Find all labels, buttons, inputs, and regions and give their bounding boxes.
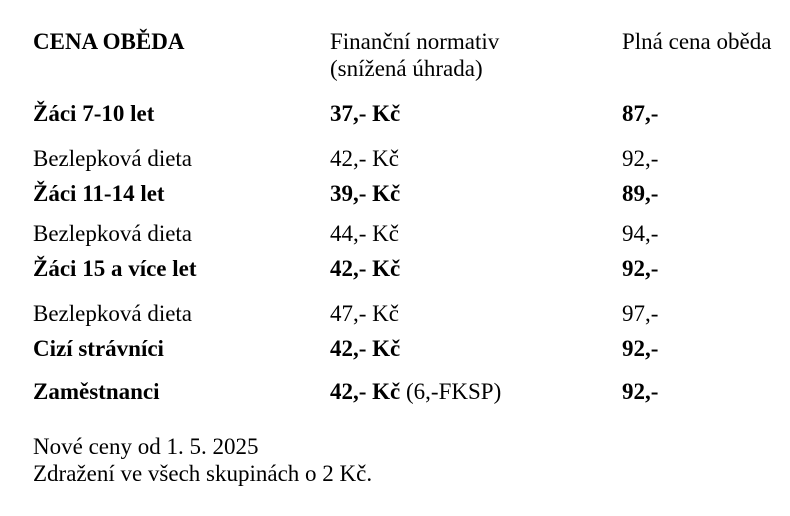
row-normative: 42,- Kč	[330, 256, 401, 281]
column-header-normative-line1: Finanční normativ	[330, 29, 500, 54]
row-full-price: 92,-	[622, 336, 659, 361]
table-row-bezlepkova-2	[33, 220, 780, 247]
row-full-price: 92,-	[622, 256, 659, 281]
footer-note-price-increase: Zdražení ve všech skupinách o 2 Kč.	[33, 461, 373, 486]
table-row-bezlepkova-1	[33, 145, 780, 172]
table-row-zamestnanci	[33, 378, 780, 405]
row-normative: 47,- Kč	[330, 301, 399, 326]
footer-notes	[33, 433, 780, 487]
row-label: Bezlepková dieta	[33, 301, 193, 326]
footer-note-new-prices: Nové ceny od 1. 5. 2025	[33, 434, 259, 459]
row-label: Žáci 11-14 let	[33, 181, 165, 206]
table-row-zaci-11-14	[33, 180, 780, 207]
row-normative: 39,- Kč	[330, 181, 401, 206]
row-normative-note: (6,-FKSP)	[406, 379, 502, 404]
row-label: Cizí strávníci	[33, 336, 164, 361]
table-row-cizi-stravnici	[33, 335, 780, 362]
row-label: Žáci 7-10 let	[33, 101, 155, 126]
row-full-price: 97,-	[622, 301, 659, 326]
row-full-price: 89,-	[622, 181, 659, 206]
row-label: Bezlepková dieta	[33, 146, 193, 171]
row-normative: 42,- Kč	[330, 379, 401, 404]
column-header-normative-line2: (snížená úhrada)	[330, 56, 483, 81]
row-normative: 42,- Kč	[330, 146, 399, 171]
row-normative-with-note	[330, 378, 622, 405]
row-normative: 44,- Kč	[330, 221, 399, 246]
row-label: Žáci 15 a více let	[33, 256, 197, 281]
row-full-price: 87,-	[622, 101, 659, 126]
row-label: Zaměstnanci	[33, 379, 160, 404]
table-header-row	[33, 28, 780, 82]
table-row-zaci-7-10	[33, 100, 780, 127]
column-header-full-price: Plná cena oběda	[622, 29, 772, 54]
row-full-price: 92,-	[622, 146, 659, 171]
column-header-normative	[330, 28, 622, 82]
table-row-zaci-15-plus	[33, 255, 780, 282]
row-full-price: 92,-	[622, 379, 659, 404]
row-normative: 42,- Kč	[330, 336, 401, 361]
table-title: CENA OBĚDA	[33, 29, 185, 54]
row-normative: 37,- Kč	[330, 101, 401, 126]
table-row-bezlepkova-3	[33, 300, 780, 327]
row-label: Bezlepková dieta	[33, 221, 193, 246]
row-full-price: 94,-	[622, 221, 659, 246]
